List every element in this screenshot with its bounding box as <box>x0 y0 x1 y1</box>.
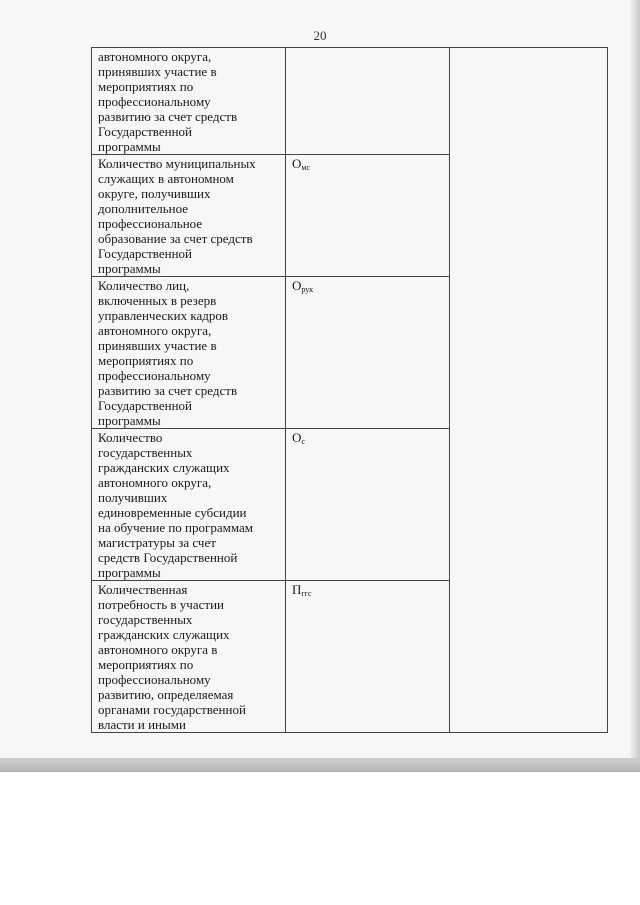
page-number: 20 <box>313 28 327 43</box>
indicator-description: Количество лиц, включенных в резерв управленческих кадров автономного округа, принявших участие в мероприятиях по профессиональному развитию за счет средств Государственной программы <box>92 277 286 429</box>
indicator-description: автономного округа, принявших участие в мероприятиях по профессиональному развитию за счет средств Государственной программы <box>92 48 286 155</box>
indicator-symbol: $О_{рук}$ <box>286 277 450 429</box>
table-row <box>92 48 608 155</box>
scan-shadow-bottom <box>0 758 640 772</box>
indicator-symbol <box>286 48 450 155</box>
indicator-description: Количественная потребность в участии государственных гражданских служащих автономного округа в мероприятиях по профессиональному развитию, определяемая органами государственной власти и иными <box>92 581 286 733</box>
indicator-symbol: $О_с$ <box>286 429 450 581</box>
indicator-symbol: $О_{мс}$ <box>286 155 450 277</box>
indicator-table <box>91 47 608 733</box>
indicator-description: Количество государственных гражданских служащих автономного округа, получивших единовременные субсидии на обучение по программам магистратуры за счет средств Государственной программы <box>92 429 286 581</box>
indicator-description: Количество муниципальных служащих в автономном округе, получивших дополнительное профессиональное образование за счет средств Государственной программы <box>92 155 286 277</box>
indicator-symbol: $П_{ггс}$ <box>286 581 450 733</box>
scan-shadow-right <box>630 0 640 770</box>
notes-cell <box>450 48 608 733</box>
